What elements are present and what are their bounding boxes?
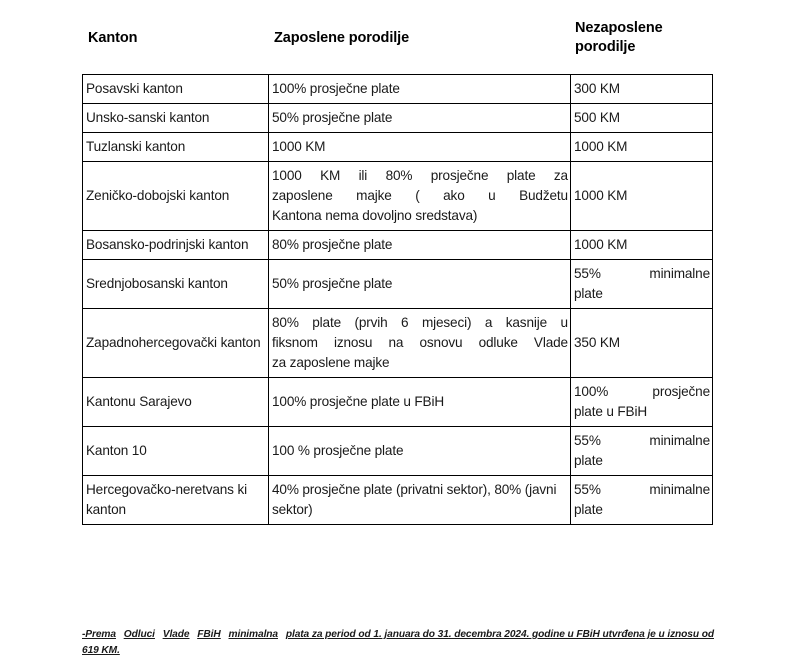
word: minimalne <box>649 433 710 448</box>
cell-nezaposlene <box>571 260 713 309</box>
word: majke <box>356 188 392 203</box>
word: 80% <box>385 168 413 183</box>
table-row <box>83 231 713 260</box>
table-body <box>83 75 713 525</box>
word: fiksnom <box>272 335 318 350</box>
footnote-line2: 619 KM. <box>82 645 120 656</box>
column-header-zaposlene-porodilje: Zaposlene porodilje <box>274 30 410 46</box>
table-row <box>83 378 713 427</box>
column-header-nezaposlene-line1: Nezaposlene <box>575 20 663 36</box>
table-footnote <box>82 627 714 659</box>
cell-kanton: Tuzlanski kanton <box>83 133 269 162</box>
table-row <box>83 75 713 104</box>
word: za <box>553 168 568 183</box>
word: odluke <box>478 335 518 350</box>
cell-zaposlene: 50% prosječne plate <box>269 260 571 309</box>
word: 55% <box>574 482 601 497</box>
cell-kanton <box>83 309 269 378</box>
word: Budžetu <box>519 188 568 203</box>
cell-zaposlene: 1000 KM <box>269 133 571 162</box>
word: prosječne <box>430 168 489 183</box>
justified-line <box>574 402 710 422</box>
cell-nezaposlene: 500 KM <box>571 104 713 133</box>
justified-line <box>272 313 568 333</box>
word: Kantona nema dovoljno sredstava) <box>272 208 478 223</box>
word: plate u FBiH <box>574 404 647 419</box>
word: plate <box>574 286 603 301</box>
justified-line <box>272 186 568 206</box>
cell-kanton: Zeničko-dobojski kanton <box>83 162 269 231</box>
word: KM <box>320 168 341 183</box>
word: plate <box>506 168 536 183</box>
word: plate <box>574 453 603 468</box>
justified-line <box>272 166 568 186</box>
word: a <box>484 315 493 330</box>
table-row <box>83 133 713 162</box>
table-row <box>83 309 713 378</box>
word: u <box>560 315 568 330</box>
cell-kanton <box>83 231 269 260</box>
cell-nezaposlene: 1000 KM <box>571 231 713 260</box>
justified-line <box>574 480 710 500</box>
word: Vlade <box>533 335 568 350</box>
cell-kanton-line1: Hercegovačko-neretvans <box>86 482 234 497</box>
word: osnovu <box>419 335 463 350</box>
word: 80% <box>272 315 299 330</box>
cell-nezaposlene <box>571 378 713 427</box>
word: minimalne <box>649 266 710 281</box>
word: minimalna <box>228 629 278 640</box>
cell-kanton-line2: kanton <box>220 335 261 350</box>
cell-zaposlene: 100% prosječne plate u FBiH <box>269 378 571 427</box>
cell-kanton: Kanton 10 <box>83 427 269 476</box>
word: ili <box>358 168 368 183</box>
justified-line <box>272 353 568 373</box>
cantons-benefits-table <box>82 74 713 525</box>
cell-nezaposlene <box>571 427 713 476</box>
cell-zaposlene: 80% prosječne plate <box>269 231 571 260</box>
word: 6 <box>401 315 409 330</box>
word: ( <box>415 188 420 203</box>
word: minimalne <box>649 482 710 497</box>
cell-kanton-line1: Bosansko-podrinjski <box>86 237 205 252</box>
word: za zaposlene majke <box>272 355 390 370</box>
cell-kanton-line2: kanton <box>208 237 249 252</box>
cell-kanton: Kantonu Sarajevo <box>83 378 269 427</box>
word: FBiH <box>197 629 221 640</box>
column-header-nezaposlene-line2: porodilje <box>575 39 636 55</box>
cell-zaposlene-line2: 80% (javni sektor) <box>272 482 557 517</box>
justified-line <box>574 284 710 304</box>
word: plate <box>312 315 341 330</box>
word: mjeseci) <box>421 315 472 330</box>
cell-nezaposlene <box>571 476 713 525</box>
table-row <box>83 260 713 309</box>
column-header-nezaposlene-porodilje <box>575 19 715 57</box>
cell-nezaposlene: 300 KM <box>571 75 713 104</box>
table-row <box>83 162 713 231</box>
cell-kanton: Posavski kanton <box>83 75 269 104</box>
word: iznosu <box>333 335 373 350</box>
justified-line <box>574 500 710 520</box>
column-header-kanton: Kanton <box>88 30 138 46</box>
cell-nezaposlene: 1000 KM <box>571 162 713 231</box>
word: 55% <box>574 433 601 448</box>
cell-nezaposlene: 1000 KM <box>571 133 713 162</box>
footnote-line1 <box>82 627 714 643</box>
cell-kanton-line1: Zapadnohercegovački <box>86 335 217 350</box>
word: plata za period od 1. januara do 31. decembra 2024. godine u FBiH utvrđena je u iznosu od <box>285 629 714 640</box>
justified-line <box>272 333 568 353</box>
cell-zaposlene <box>269 309 571 378</box>
word: Vlade <box>162 629 190 640</box>
word: (prvih <box>354 315 388 330</box>
cell-kanton-line2: ki kanton <box>86 482 247 517</box>
word: ako <box>443 188 465 203</box>
word: -Prema <box>82 629 116 640</box>
table-row <box>83 476 713 525</box>
cell-kanton <box>83 476 269 525</box>
cell-zaposlene: 100 % prosječne plate <box>269 427 571 476</box>
cell-zaposlene-line1: 40% prosječne plate (privatni sektor), <box>272 482 491 497</box>
word: kasnije <box>505 315 548 330</box>
cell-kanton: Unsko-sanski kanton <box>83 104 269 133</box>
cell-zaposlene <box>269 476 571 525</box>
cell-kanton: Srednjobosanski kanton <box>83 260 269 309</box>
justified-line <box>574 264 710 284</box>
word: na <box>388 335 404 350</box>
cell-zaposlene: 100% prosječne plate <box>269 75 571 104</box>
cell-nezaposlene: 350 KM <box>571 309 713 378</box>
table-column-headers <box>82 18 712 70</box>
justified-line <box>574 431 710 451</box>
word: prosječne <box>652 384 710 399</box>
word: plate <box>574 502 603 517</box>
word: u <box>488 188 496 203</box>
table-row <box>83 104 713 133</box>
cell-zaposlene: 50% prosječne plate <box>269 104 571 133</box>
word: 1000 <box>272 168 302 183</box>
table-row <box>83 427 713 476</box>
justified-line <box>272 206 568 226</box>
justified-line <box>574 382 710 402</box>
word: zaposlene <box>272 188 333 203</box>
word: Odluci <box>123 629 155 640</box>
word: 100% <box>574 384 609 399</box>
word: 55% <box>574 266 601 281</box>
justified-line <box>574 451 710 471</box>
cell-zaposlene <box>269 162 571 231</box>
